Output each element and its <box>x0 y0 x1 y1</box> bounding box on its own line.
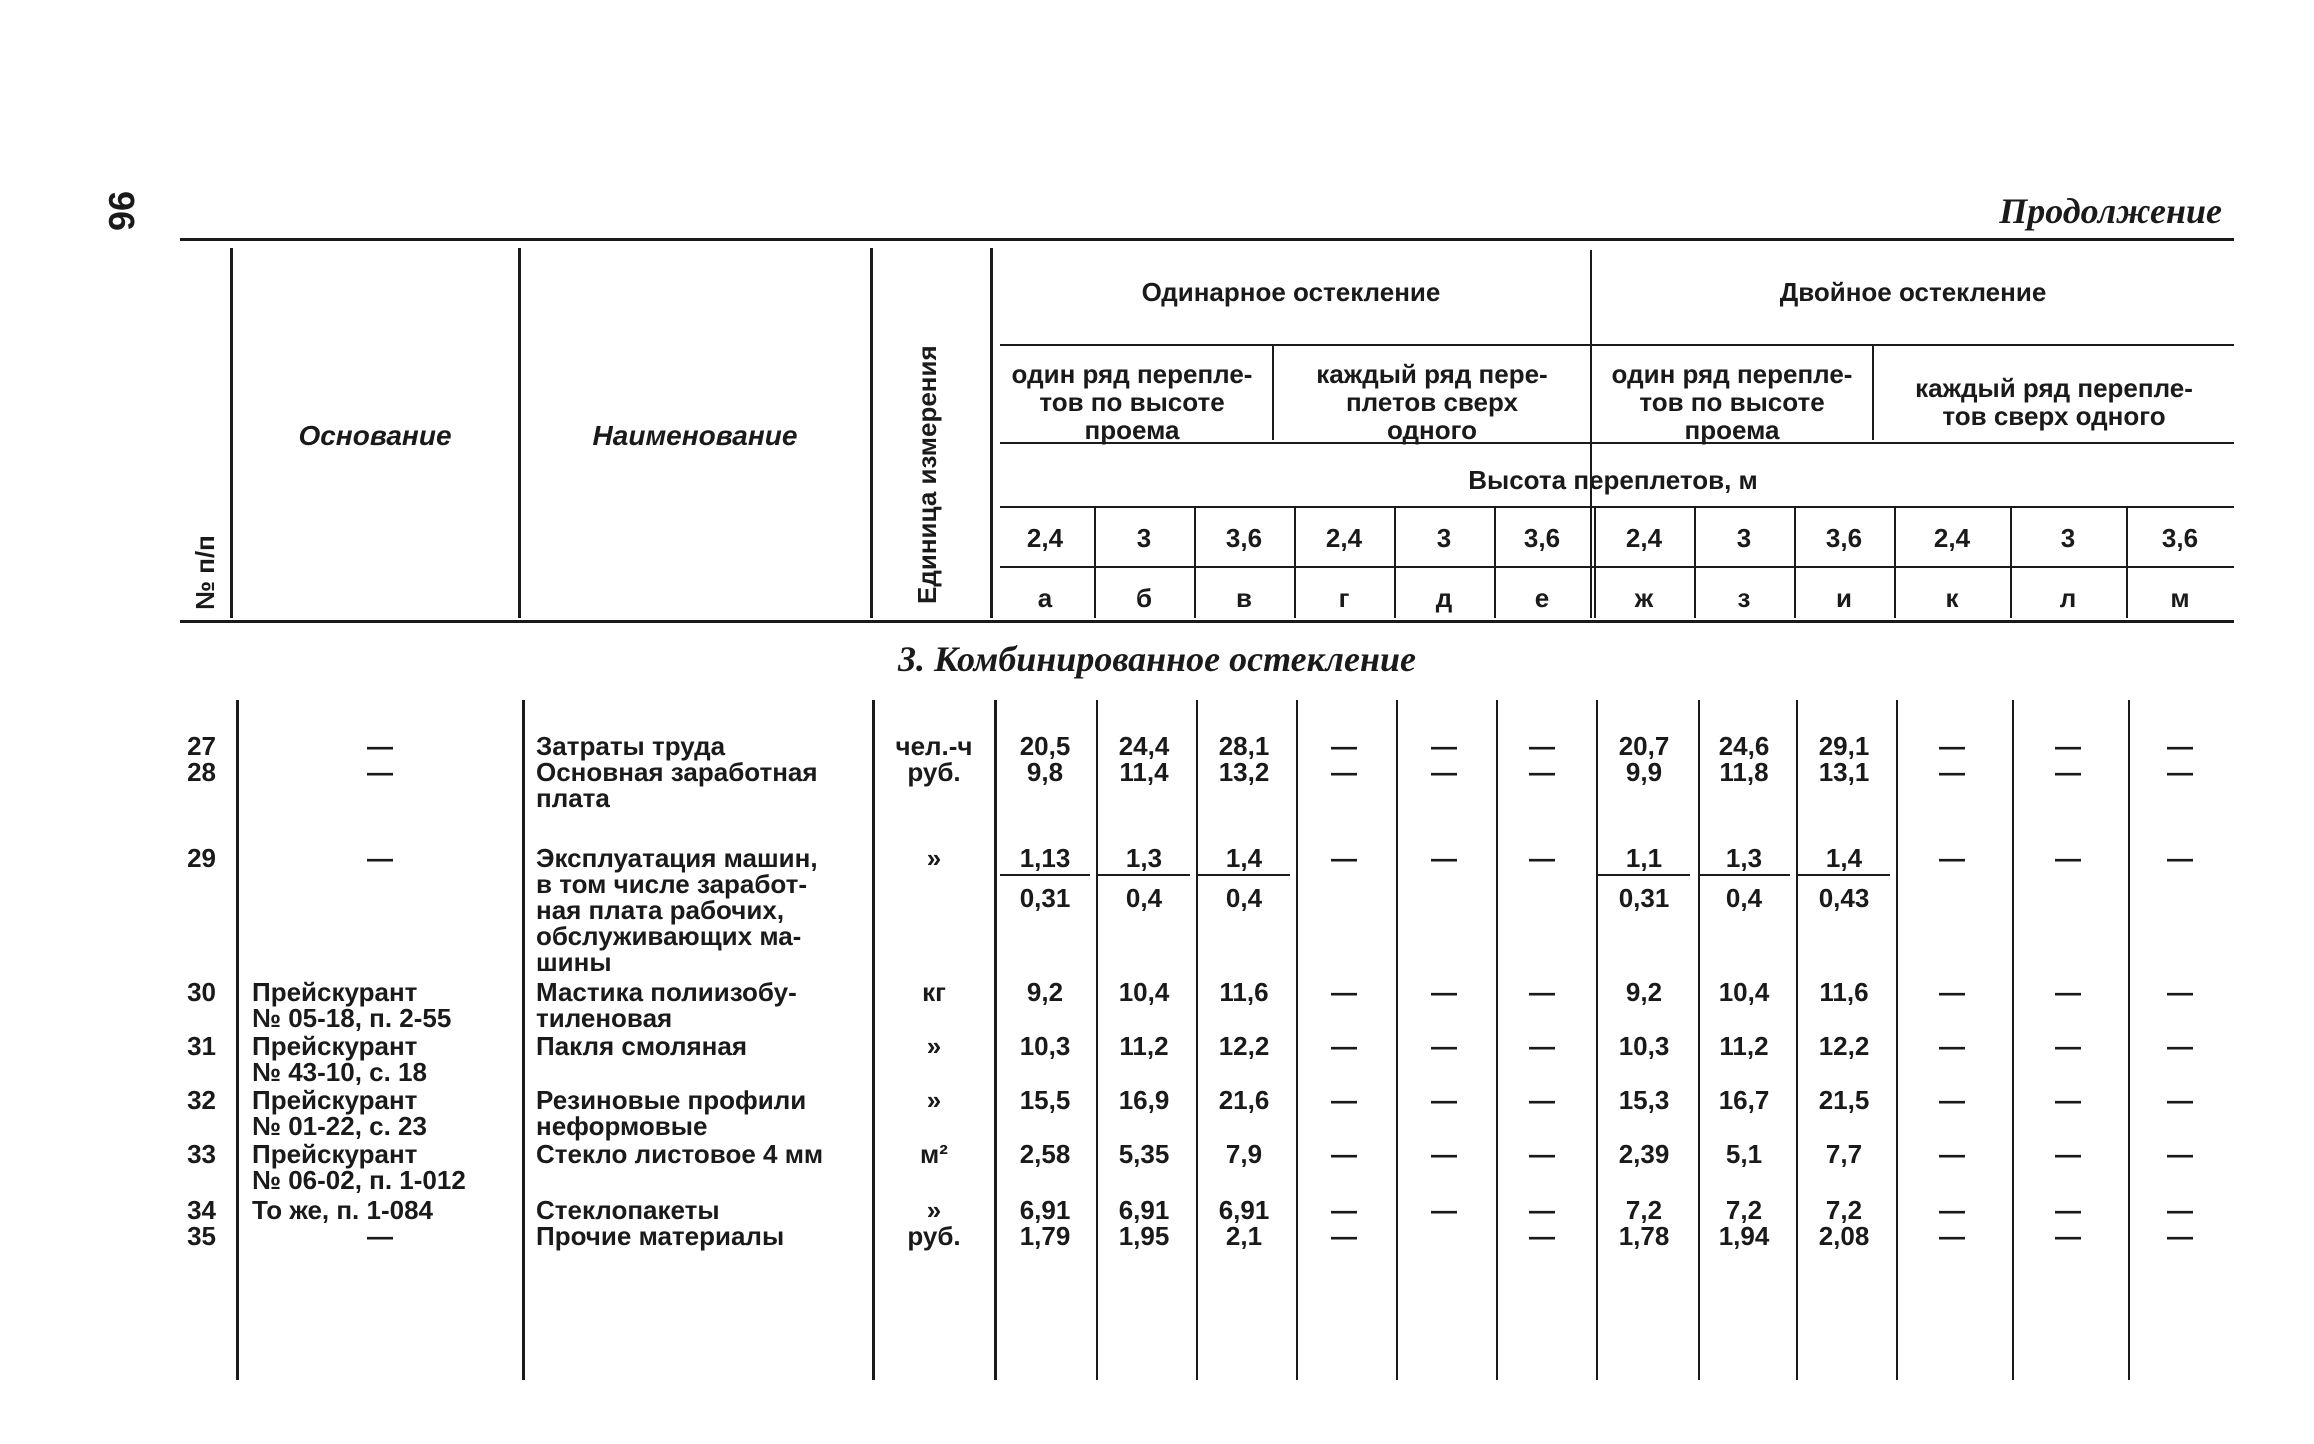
subgroup-each-row-double: каждый ряд перепле- тов сверх одного <box>1915 373 2193 431</box>
row-basis: — <box>367 1221 393 1251</box>
row-name: неформовые <box>536 1111 708 1141</box>
row-value: 10,4 <box>1118 977 1170 1007</box>
row-name: Затраты труда <box>536 731 726 761</box>
row-value: — <box>2167 1031 2193 1061</box>
row-value: 12,2 <box>1818 1031 1870 1061</box>
row-value: 16,7 <box>1718 1085 1770 1115</box>
row-value: 11,2 <box>1119 1031 1169 1061</box>
height-value: 2,4 <box>1026 523 1064 553</box>
column-letter: б <box>1135 583 1153 613</box>
body-divider <box>236 700 239 1380</box>
row-value: 2,08 <box>1818 1221 1870 1251</box>
row-value: 15,5 <box>1019 1085 1071 1115</box>
row-value: — <box>1939 1195 1965 1225</box>
subgroup-one-row-double: один ряд перепле- тов по высоте проема <box>1611 359 1853 445</box>
row-basis: № 01-22, с. 23 <box>252 1111 427 1141</box>
row-value: — <box>1431 757 1457 787</box>
column-letter: ж <box>1634 583 1654 613</box>
row-value: 7,7 <box>1825 1139 1863 1169</box>
row-value: 12,2 <box>1218 1031 1270 1061</box>
height-value: 3,6 <box>1825 523 1863 553</box>
fraction-numerator: 1,3 <box>1725 843 1763 873</box>
row-value: — <box>1331 843 1357 873</box>
row-value: — <box>1939 977 1965 1007</box>
header-divider <box>1294 508 1296 618</box>
row-name: Стеклопакеты <box>536 1195 720 1225</box>
row-value: 7,2 <box>1825 1195 1863 1225</box>
row-unit: » <box>926 1195 942 1225</box>
header-divider <box>1094 508 1096 618</box>
header-divider <box>1194 508 1196 618</box>
height-value: 2,4 <box>1625 523 1663 553</box>
row-name: плата <box>536 783 610 813</box>
row-number: 34 <box>187 1195 216 1225</box>
fraction-denominator: 0,4 <box>1125 883 1163 913</box>
row-value: 15,3 <box>1618 1085 1670 1115</box>
row-value: 11,8 <box>1719 757 1769 787</box>
row-value: 7,2 <box>1625 1195 1663 1225</box>
header-divider <box>1894 508 1896 618</box>
row-value: 10,4 <box>1718 977 1770 1007</box>
row-value: 16,9 <box>1118 1085 1170 1115</box>
row-value: — <box>2167 1139 2193 1169</box>
row-value: — <box>1529 1139 1555 1169</box>
row-value: — <box>1939 1085 1965 1115</box>
fraction-numerator: 1,4 <box>1825 843 1863 873</box>
row-value: 9,8 <box>1026 757 1064 787</box>
row-basis: № 05-18, п. 2-55 <box>252 1003 452 1033</box>
row-value: 24,6 <box>1718 731 1770 761</box>
row-unit: » <box>926 1031 942 1061</box>
row-value: 2,39 <box>1618 1139 1670 1169</box>
row-value: — <box>1529 1195 1555 1225</box>
column-header-unit: Единица измерения <box>912 345 942 604</box>
row-value: 1,78 <box>1618 1221 1670 1251</box>
row-number: 28 <box>187 757 216 787</box>
row-value: — <box>1331 1139 1357 1169</box>
row-unit: чел.-ч <box>895 731 973 761</box>
row-value: — <box>1939 757 1965 787</box>
row-value: — <box>1431 731 1457 761</box>
height-value: 2,4 <box>1325 523 1363 553</box>
height-value: 3 <box>1136 523 1152 553</box>
row-name: Резиновые профили <box>536 1085 807 1115</box>
row-value: — <box>2055 1085 2081 1115</box>
group-header-single: Одинарное остекление <box>1141 277 1441 307</box>
column-letter: л <box>2059 583 2077 613</box>
header-divider <box>1694 508 1696 618</box>
row-value: — <box>1529 977 1555 1007</box>
header-divider <box>1794 508 1796 618</box>
row-value: — <box>1331 757 1357 787</box>
row-value: — <box>2167 1085 2193 1115</box>
column-letter: г <box>1338 583 1350 613</box>
row-value: — <box>1431 1085 1457 1115</box>
row-basis: № 43-10, с. 18 <box>252 1057 427 1087</box>
row-value: — <box>1939 843 1965 873</box>
column-letter: а <box>1037 583 1053 613</box>
row-unit: руб. <box>907 1221 961 1251</box>
row-value: 28,1 <box>1218 731 1270 761</box>
row-value: — <box>2167 731 2193 761</box>
body-divider <box>522 700 525 1380</box>
row-value: — <box>1939 1031 1965 1061</box>
row-value: 7,2 <box>1725 1195 1763 1225</box>
fraction-numerator: 1,13 <box>1019 843 1071 873</box>
row-value: — <box>1529 843 1555 873</box>
row-number: 35 <box>187 1221 216 1251</box>
height-value: 2,4 <box>1933 523 1971 553</box>
row-value: — <box>1529 1031 1555 1061</box>
row-value: 6,91 <box>1118 1195 1170 1225</box>
body-divider <box>872 700 875 1380</box>
group-header-double: Двойное остекление <box>1779 277 2047 307</box>
row-value: 13,2 <box>1218 757 1270 787</box>
header-divider <box>2126 508 2128 618</box>
row-value: 6,91 <box>1019 1195 1071 1225</box>
column-letter: е <box>1534 583 1550 613</box>
height-label-rule <box>1000 506 2234 508</box>
row-value: 9,2 <box>1625 977 1663 1007</box>
fraction-denominator: 0,4 <box>1725 883 1763 913</box>
row-unit: » <box>926 843 942 873</box>
row-value: 11,4 <box>1119 757 1169 787</box>
row-name: обслуживающих ма- <box>536 921 802 951</box>
row-value-fraction <box>1194 844 1294 912</box>
height-label: Высота переплетов, м <box>1468 465 1758 495</box>
row-value: 13,1 <box>1818 757 1870 787</box>
row-value: — <box>2055 1031 2081 1061</box>
row-value-fraction <box>1794 844 1894 912</box>
row-name: Эксплуатация машин, <box>536 843 818 873</box>
column-letter: з <box>1737 583 1751 613</box>
row-unit: кг <box>922 977 946 1007</box>
row-basis: — <box>367 843 393 873</box>
row-value: 5,35 <box>1118 1139 1170 1169</box>
row-name: в том числе заработ- <box>536 869 808 899</box>
fraction-bar <box>1198 874 1290 876</box>
row-number: 30 <box>187 977 216 1007</box>
row-value: — <box>2055 1221 2081 1251</box>
row-value: — <box>2055 731 2081 761</box>
height-value: 3,6 <box>1225 523 1263 553</box>
height-value: 3,6 <box>1523 523 1561 553</box>
header-divider <box>2010 508 2012 618</box>
row-value: — <box>1431 1195 1457 1225</box>
fraction-denominator: 0,31 <box>1618 883 1670 913</box>
row-value: 1,94 <box>1718 1221 1770 1251</box>
row-value: — <box>1331 977 1357 1007</box>
fraction-numerator: 1,4 <box>1225 843 1263 873</box>
row-value: — <box>2167 977 2193 1007</box>
row-value: — <box>1331 1221 1357 1251</box>
header-divider <box>870 248 873 618</box>
row-basis: Прейскурант <box>252 977 418 1007</box>
row-basis: Прейскурант <box>252 1031 418 1061</box>
column-letter: д <box>1435 583 1453 613</box>
continuation-label: Продолжение <box>1999 191 2222 231</box>
fraction-numerator: 1,3 <box>1125 843 1163 873</box>
row-value: 29,1 <box>1818 731 1870 761</box>
row-value: 11,2 <box>1719 1031 1769 1061</box>
row-value: — <box>2167 1221 2193 1251</box>
fraction-denominator: 0,4 <box>1225 883 1263 913</box>
row-unit: м² <box>920 1139 948 1169</box>
fraction-denominator: 0,43 <box>1818 883 1870 913</box>
row-value: 21,6 <box>1218 1085 1270 1115</box>
glazing-group-rule <box>1000 344 2234 346</box>
row-value: — <box>1939 731 1965 761</box>
row-number: 29 <box>187 843 216 873</box>
row-basis: № 06-02, п. 1-012 <box>252 1165 466 1195</box>
column-header-basis: Основание <box>298 420 452 451</box>
letters-rule <box>1000 566 2234 568</box>
row-value: 20,7 <box>1618 731 1670 761</box>
row-name: тиленовая <box>536 1003 673 1033</box>
row-value: — <box>1529 757 1555 787</box>
row-value: — <box>1431 977 1457 1007</box>
row-value: — <box>2167 757 2193 787</box>
height-value: 3 <box>1736 523 1752 553</box>
row-value: — <box>1431 1139 1457 1169</box>
row-value: 20,5 <box>1019 731 1071 761</box>
row-name: Мастика полиизобу- <box>536 977 797 1007</box>
fraction-bar <box>1698 874 1790 876</box>
row-value: — <box>1331 1031 1357 1061</box>
row-name: шины <box>536 947 612 977</box>
row-value: 6,91 <box>1218 1195 1270 1225</box>
row-value: 9,2 <box>1026 977 1064 1007</box>
row-number: 27 <box>187 731 216 761</box>
row-value: 5,1 <box>1725 1139 1763 1169</box>
row-value: 1,95 <box>1118 1221 1170 1251</box>
header-divider <box>1494 508 1496 618</box>
row-value: — <box>2167 843 2193 873</box>
fraction-bar <box>1098 874 1190 876</box>
page-number: 96 <box>101 190 142 232</box>
row-value-fraction <box>1694 844 1794 912</box>
fraction-denominator: 0,31 <box>1019 883 1071 913</box>
fraction-numerator: 1,1 <box>1625 843 1663 873</box>
header-divider <box>1394 508 1396 618</box>
column-letter: м <box>2170 583 2190 613</box>
table-top-rule <box>180 238 2234 241</box>
row-value: 10,3 <box>1019 1031 1071 1061</box>
row-value-fraction <box>996 844 1094 912</box>
row-name: Основная заработная <box>536 757 818 787</box>
row-value: — <box>1939 1221 1965 1251</box>
subgroup-each-row-single: каждый ряд пере- плетов сверх одного <box>1316 359 1548 445</box>
row-value: — <box>1529 731 1555 761</box>
row-basis: Прейскурант <box>252 1139 418 1169</box>
row-value: — <box>2167 1195 2193 1225</box>
fraction-bar <box>1598 874 1690 876</box>
column-letter: и <box>1836 583 1852 613</box>
row-number: 31 <box>187 1031 216 1061</box>
fraction-bar <box>1798 874 1890 876</box>
row-value: — <box>2055 1139 2081 1169</box>
header-divider <box>1594 508 1596 618</box>
row-value: 24,4 <box>1118 731 1170 761</box>
column-header-name: Наименование <box>592 420 798 451</box>
row-value: — <box>1331 1195 1357 1225</box>
row-value: — <box>2055 757 2081 787</box>
row-name: Прочие материалы <box>536 1221 785 1251</box>
row-basis: То же, п. 1-084 <box>252 1195 433 1225</box>
row-value: — <box>2055 977 2081 1007</box>
row-value: — <box>1529 1221 1555 1251</box>
height-value: 3,6 <box>2161 523 2199 553</box>
row-value: — <box>1529 1085 1555 1115</box>
row-value: 7,9 <box>1225 1139 1263 1169</box>
row-value: 1,79 <box>1019 1221 1071 1251</box>
subgroup-one-row-single: один ряд перепле- тов по высоте проема <box>1011 359 1253 445</box>
fraction-bar <box>1000 874 1090 876</box>
row-value: 10,3 <box>1618 1031 1670 1061</box>
row-basis: — <box>367 731 393 761</box>
row-value: 2,58 <box>1019 1139 1071 1169</box>
row-value-fraction <box>1094 844 1194 912</box>
row-value-fraction <box>1594 844 1694 912</box>
row-value: — <box>1431 843 1457 873</box>
height-value: 3 <box>1436 523 1452 553</box>
row-value: — <box>2055 1195 2081 1225</box>
row-basis: — <box>367 757 393 787</box>
row-unit: » <box>926 1085 942 1115</box>
row-number: 32 <box>187 1085 216 1115</box>
row-value: — <box>1431 1031 1457 1061</box>
row-unit: руб. <box>907 757 961 787</box>
row-value: — <box>1939 1139 1965 1169</box>
row-value: 21,5 <box>1818 1085 1870 1115</box>
row-name: ная плата рабочих, <box>536 895 785 925</box>
row-basis: Прейскурант <box>252 1085 418 1115</box>
row-value: 11,6 <box>1819 977 1869 1007</box>
row-value: 11,6 <box>1219 977 1269 1007</box>
column-letter: к <box>1945 583 1959 613</box>
column-letter: в <box>1236 583 1252 613</box>
row-name: Пакля смоляная <box>536 1031 747 1061</box>
row-value: — <box>1331 1085 1357 1115</box>
section-title: 3. Комбинированное остекление <box>897 639 1416 679</box>
row-value: — <box>2055 843 2081 873</box>
row-number: 33 <box>187 1139 216 1169</box>
row-value: 2,1 <box>1225 1221 1263 1251</box>
column-header-no: № п/п <box>190 535 220 610</box>
height-value: 3 <box>2060 523 2076 553</box>
row-value: 9,9 <box>1625 757 1663 787</box>
row-value: — <box>1331 731 1357 761</box>
header-bottom-rule <box>180 620 2234 623</box>
row-name: Стекло листовое 4 мм <box>536 1139 824 1169</box>
